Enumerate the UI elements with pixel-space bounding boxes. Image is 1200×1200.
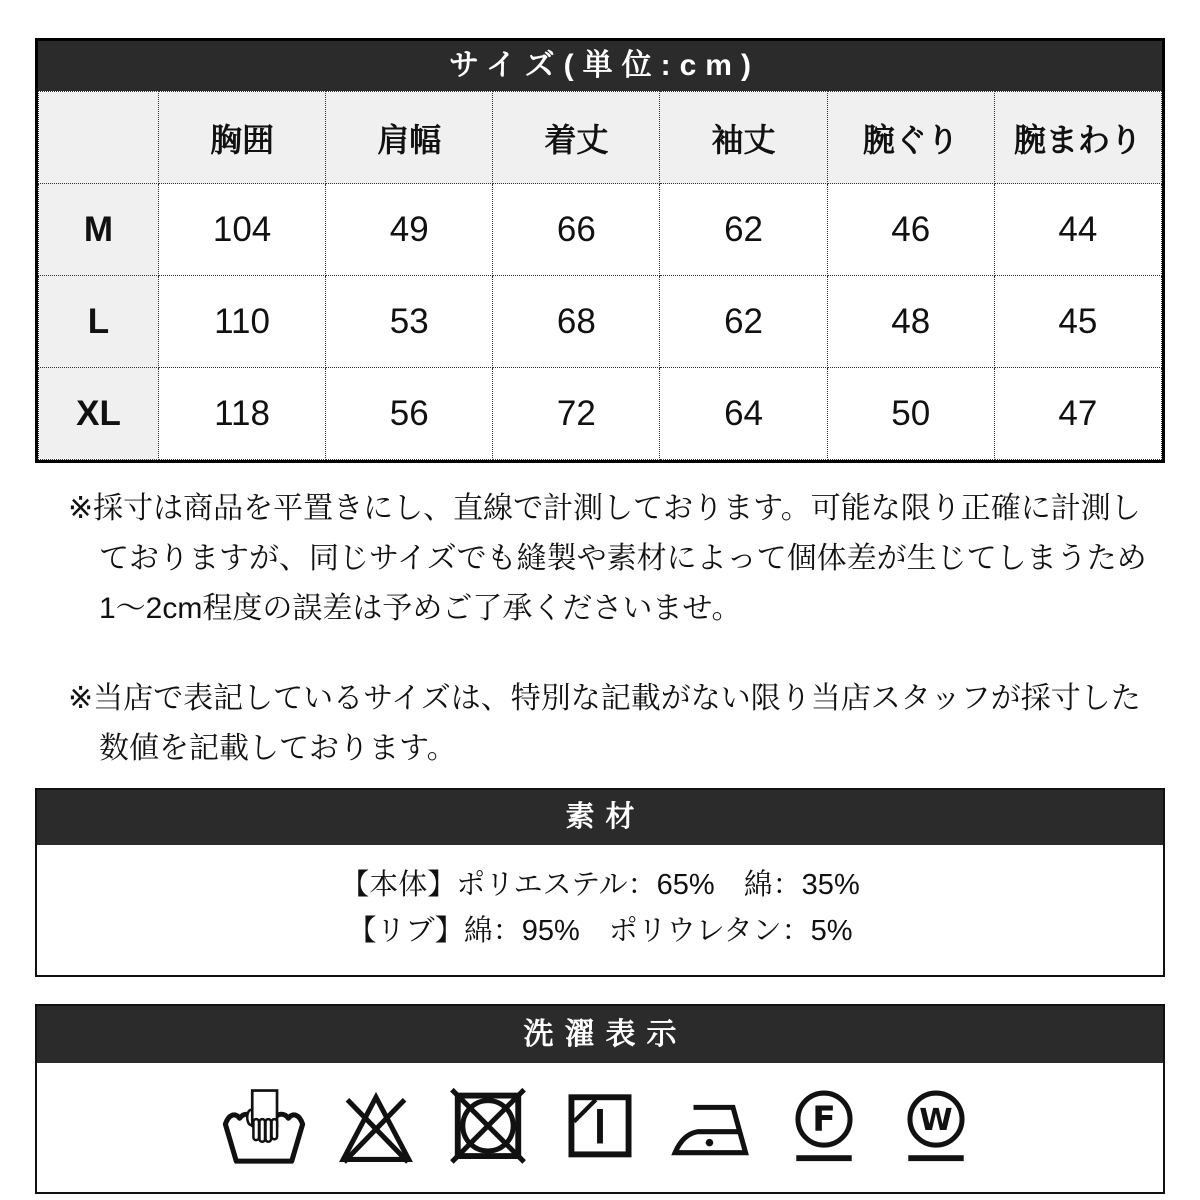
cell-value: 62 xyxy=(660,276,827,368)
column-header-length: 着丈 xyxy=(493,92,660,184)
column-header-arm-circumference: 腕まわり xyxy=(994,92,1161,184)
note-line: ※採寸は商品を平置きにし、直線で計測しております。可能な限り正確に計測し xyxy=(68,492,1141,525)
dry-clean-f-gentle-icon xyxy=(782,1077,866,1178)
column-header-armhole: 腕ぐり xyxy=(827,92,994,184)
size-chart-section xyxy=(35,38,1165,463)
cell-value: 50 xyxy=(827,368,994,460)
shade-line-dry-icon xyxy=(558,1077,642,1178)
column-header-sleeve: 袖丈 xyxy=(660,92,827,184)
cell-value: 56 xyxy=(326,368,493,460)
size-label: M xyxy=(39,184,159,276)
iron-low-heat-icon xyxy=(670,1077,754,1178)
note-line: ※当店で表記しているサイズは、特別な記載がない限り当店スタッフが採寸した xyxy=(68,682,1141,715)
material-rib-line: 【リブ】綿：95% ポリウレタン：5% xyxy=(347,915,853,947)
laundry-title: 洗濯表示 xyxy=(37,1006,1163,1063)
sizing-note xyxy=(68,674,1165,774)
column-header-shoulder: 肩幅 xyxy=(326,92,493,184)
svg-text:W: W xyxy=(919,1103,953,1139)
material-title: 素材 xyxy=(37,790,1163,845)
cell-value: 68 xyxy=(493,276,660,368)
measurement-note xyxy=(68,484,1165,634)
laundry-section xyxy=(35,1004,1165,1194)
material-body-line: 【本体】ポリエステル：65% 綿：35% xyxy=(340,869,860,901)
do-not-bleach-icon xyxy=(334,1077,418,1178)
notes-block xyxy=(68,484,1165,774)
cell-value: 72 xyxy=(493,368,660,460)
cell-value: 110 xyxy=(159,276,326,368)
size-table xyxy=(38,91,1162,460)
cell-value: 118 xyxy=(159,368,326,460)
hand-wash-icon xyxy=(222,1077,306,1178)
size-label: L xyxy=(39,276,159,368)
size-chart-title: サイズ(単位:cm) xyxy=(38,41,1162,91)
corner-cell xyxy=(39,92,159,184)
cell-value: 66 xyxy=(493,184,660,276)
cell-value: 49 xyxy=(326,184,493,276)
note-line: ておりますが、同じサイズでも縫製や素材によって個体差が生じてしまうため xyxy=(99,542,1147,575)
note-line: 1〜2cm程度の誤差は予めご了承くださいませ。 xyxy=(99,592,742,625)
material-body xyxy=(37,845,1163,975)
size-table-header-row xyxy=(39,92,1162,184)
table-row-xl xyxy=(39,368,1162,460)
table-row-m xyxy=(39,184,1162,276)
note-line: 数値を記載しております。 xyxy=(99,732,457,765)
cell-value: 46 xyxy=(827,184,994,276)
laundry-icons-row xyxy=(37,1063,1163,1192)
cell-value: 47 xyxy=(994,368,1161,460)
column-header-chest: 胸囲 xyxy=(159,92,326,184)
cell-value: 62 xyxy=(660,184,827,276)
cell-value: 104 xyxy=(159,184,326,276)
cell-value: 53 xyxy=(326,276,493,368)
size-label: XL xyxy=(39,368,159,460)
do-not-tumble-dry-icon xyxy=(446,1077,530,1178)
wet-clean-gentle-icon xyxy=(894,1077,978,1178)
material-section xyxy=(35,788,1165,977)
svg-text:F: F xyxy=(812,1099,836,1140)
cell-value: 64 xyxy=(660,368,827,460)
cell-value: 44 xyxy=(994,184,1161,276)
table-row-l xyxy=(39,276,1162,368)
cell-value: 48 xyxy=(827,276,994,368)
cell-value: 45 xyxy=(994,276,1161,368)
